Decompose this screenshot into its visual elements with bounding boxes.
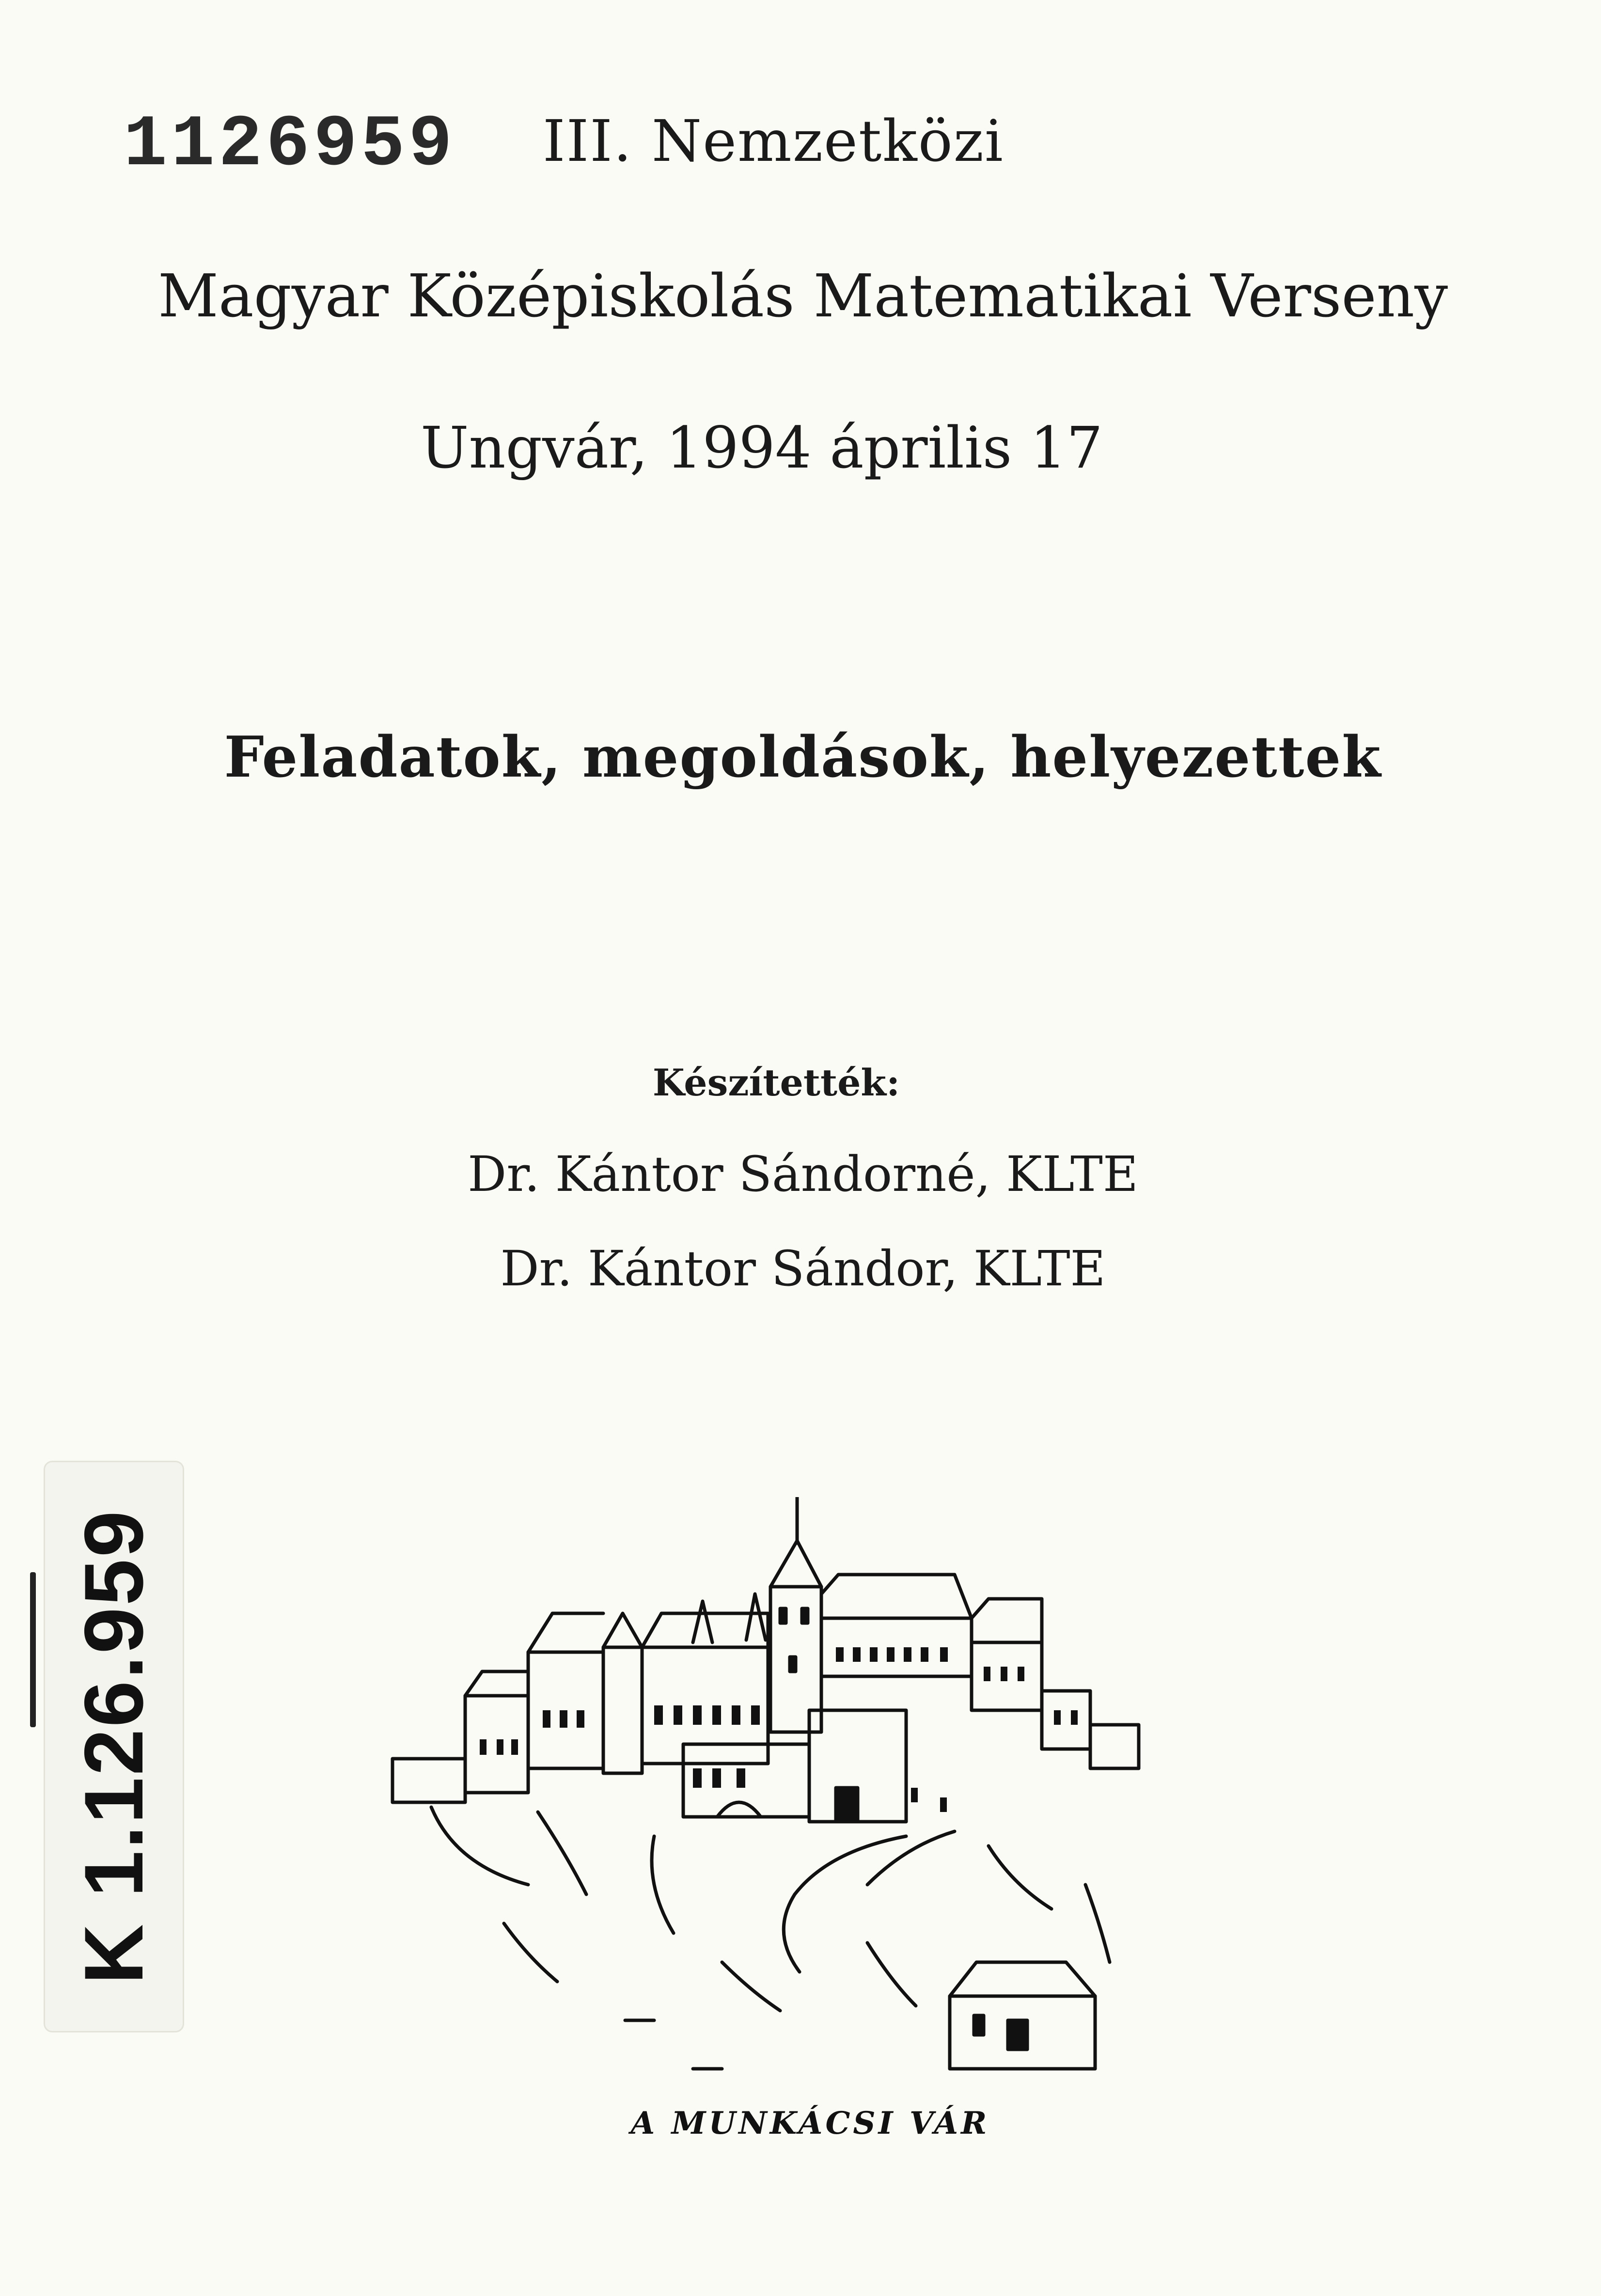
- prepared-by-label: Készítették:: [652, 1061, 900, 1104]
- author-1: Dr. Kántor Sándorné, KLTE: [468, 1146, 1138, 1203]
- library-call-number: K 1.126.959: [67, 1509, 160, 1984]
- title-line-1: III. Nemzetközi: [543, 108, 1004, 174]
- binding-mark: [30, 1572, 36, 1727]
- title-line-3: Ungvár, 1994 április 17: [421, 414, 1103, 481]
- author-2: Dr. Kántor Sándor, KLTE: [500, 1240, 1106, 1297]
- accession-number-stamp: 1126959: [124, 104, 456, 187]
- subtitle: Feladatok, megoldások, helyezettek: [224, 724, 1382, 790]
- castle-drawing-icon: [383, 1497, 1173, 2103]
- title-line-2: Magyar Középiskolás Matematikai Verseny: [157, 262, 1448, 330]
- illustration-caption: A MUNKÁCSI VÁR: [630, 2105, 990, 2141]
